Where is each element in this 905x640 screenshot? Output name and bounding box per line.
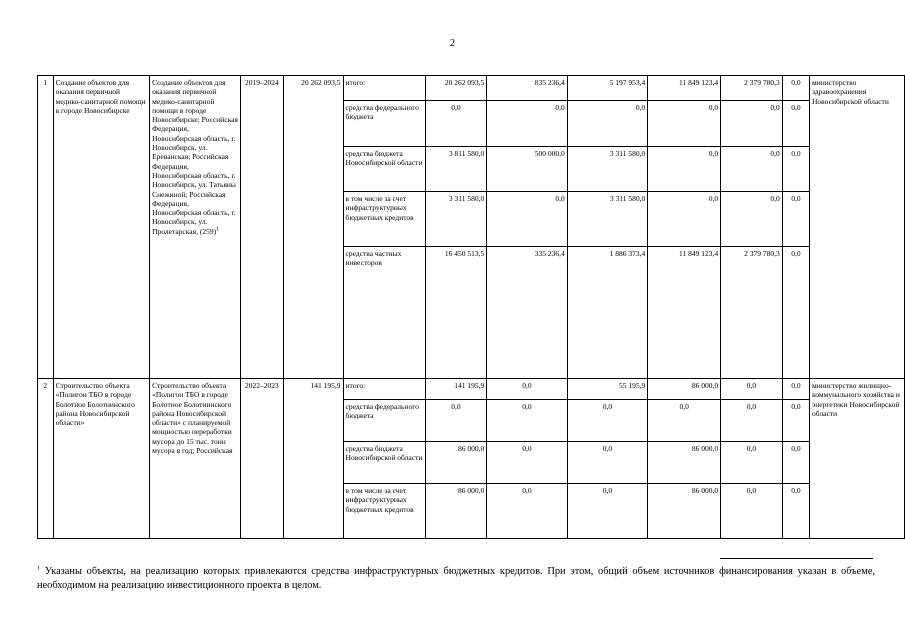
responsible-body: министерство жилищно-коммунального хозяйства и энергетики Новосибирской области [810, 379, 905, 539]
value-cell: 0,0 [425, 400, 487, 442]
value-cell: 0,0 [487, 192, 568, 247]
value-cell: 2 379 780,3 [721, 76, 783, 101]
value-cell: 0,0 [721, 400, 783, 442]
responsible-body: министерство здравоохранения Новосибирской области [810, 76, 905, 379]
value-cell: 0,0 [782, 247, 809, 379]
source-label: средства федерального бюджета [343, 400, 425, 442]
object-name: Строительство объекта «Полигон ТБО в городе Болотное Болотнинского района Новосибирской области» [53, 379, 150, 539]
value-cell: 0,0 [487, 101, 568, 147]
value-cell: 0,0 [721, 442, 783, 484]
value-cell: 86 000,0 [425, 442, 487, 484]
source-label: итого: [343, 379, 425, 400]
value-cell: 0,0 [567, 442, 648, 484]
value-cell: 11 849 123,4 [648, 247, 721, 379]
value-cell: 335 236,4 [487, 247, 568, 379]
value-cell: 86 000,0 [648, 484, 721, 539]
source-label: в том числе за счет инфраструктурных бюджетных кредитов [343, 484, 425, 539]
source-label: средства федерального бюджета [343, 101, 425, 147]
value-cell: 0,0 [648, 400, 721, 442]
page-number: 2 [450, 38, 455, 49]
value-cell: 0,0 [648, 147, 721, 192]
value-cell: 0,0 [782, 192, 809, 247]
value-cell: 86 000,0 [648, 379, 721, 400]
value-cell: 0,0 [782, 484, 809, 539]
period: 2019–2024 [240, 76, 283, 379]
value-cell: 0,0 [782, 442, 809, 484]
value-cell: 0,0 [567, 484, 648, 539]
value-cell: 86 000,0 [648, 442, 721, 484]
total-amount: 20 262 093,5 [283, 76, 343, 379]
value-cell: 1 886 373,4 [567, 247, 648, 379]
value-cell: 55 195,9 [567, 379, 648, 400]
value-cell: 0,0 [487, 400, 568, 442]
source-label: итого: [343, 76, 425, 101]
value-cell: 16 450 513,5 [425, 247, 487, 379]
object-name: Создание объектов для оказания первичной медико-санитарной помощи в городе Новосибирске [53, 76, 150, 379]
footnote-text: Указаны объекты, на реализацию которых привлекаются средства инфраструктурных бюджетных кредитов. При этом, общий объем источников финансирования указан в объеме, необходимом на реализацию инвестиционного проекта в целом. [37, 566, 875, 591]
period: 2022–2023 [240, 379, 283, 539]
source-label: в том числе за счет инфраструктурных бюджетных кредитов [343, 192, 425, 247]
object-description: Создание объектов для оказания первичной медико-санитарной помощи в городе Новосибирске; Российская Федерация, Новосибирская область, г. Новосибирск, ул. Ереванская; Российская Федерация, Новосибирская область, г. Новосибирск, ул. Татьяны Снежиной; Российская Федерация, Новосибирская область, г. Новосибирск, ул. Пролетарская, $(259)^1$ [150, 76, 241, 379]
value-cell: 11 849 123,4 [648, 76, 721, 101]
value-cell: 0,0 [487, 379, 568, 400]
footnote-marker: 1 [37, 565, 40, 572]
value-cell: 0,0 [567, 101, 648, 147]
value-cell: 3 311 580,0 [425, 192, 487, 247]
table-row [38, 76, 905, 101]
value-cell: 20 262 093,5 [425, 76, 487, 101]
value-cell: 0,0 [782, 76, 809, 101]
value-cell: 86 000,0 [425, 484, 487, 539]
value-cell: 0,0 [782, 101, 809, 147]
value-cell: 0,0 [782, 400, 809, 442]
total-amount: 141 195,9 [283, 379, 343, 539]
row-number: 1 [38, 76, 54, 379]
value-cell: 0,0 [648, 192, 721, 247]
value-cell: 0,0 [782, 147, 809, 192]
value-cell: 0,0 [425, 101, 487, 147]
value-cell: 0,0 [721, 101, 783, 147]
value-cell: 3 311 580,0 [567, 147, 648, 192]
value-cell: 0,0 [487, 484, 568, 539]
value-cell: 141 195,9 [425, 379, 487, 400]
value-cell: 0,0 [721, 484, 783, 539]
source-label: средства бюджета Новосибирской области [343, 147, 425, 192]
value-cell: 0,0 [721, 379, 783, 400]
value-cell: 0,0 [648, 101, 721, 147]
object-description: Строительство объекта «Полигон ТБО в городе Болотное Болотнинского района Новосибирской области» с планируемой мощностью переработки мусора до 15 тыс. тонн мусора в год; Российская [150, 379, 241, 539]
table-row [38, 379, 905, 400]
value-cell: 5 197 953,4 [567, 76, 648, 101]
source-label: средства частных инвесторов [343, 247, 425, 379]
footnote-divider [720, 558, 873, 559]
value-cell: 500 000,0 [487, 147, 568, 192]
source-label: средства бюджета Новосибирской области [343, 442, 425, 484]
financing-table [37, 75, 905, 539]
row-number: 2 [38, 379, 54, 539]
value-cell: 3 811 580,0 [425, 147, 487, 192]
value-cell: 0,0 [487, 442, 568, 484]
footnote [37, 565, 875, 593]
value-cell: 0,0 [721, 192, 783, 247]
value-cell: 0,0 [782, 379, 809, 400]
value-cell: 2 379 780,3 [721, 247, 783, 379]
value-cell: 835 236,4 [487, 76, 568, 101]
value-cell: 0,0 [721, 147, 783, 192]
value-cell: 0,0 [567, 400, 648, 442]
value-cell: 3 311 580,0 [567, 192, 648, 247]
